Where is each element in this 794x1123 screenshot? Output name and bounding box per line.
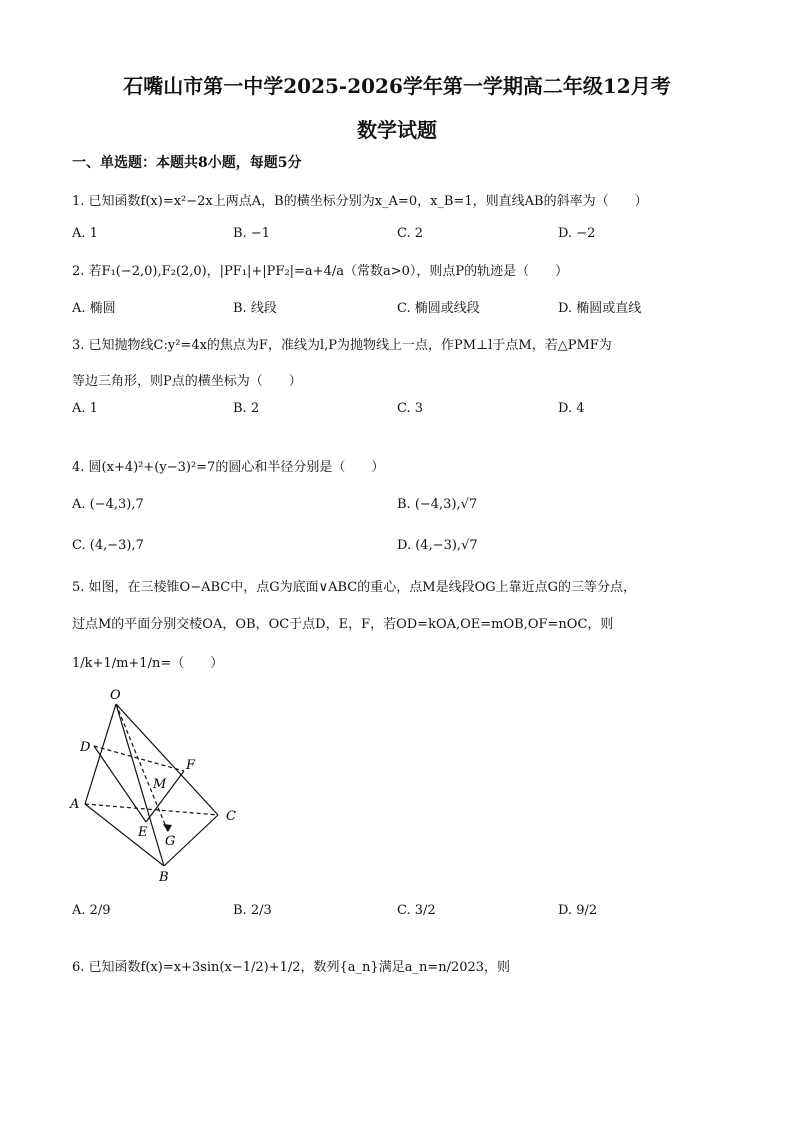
label-b: B — [159, 870, 169, 884]
q4-option-d: D. (4,−3),√7 — [397, 538, 478, 553]
exam-subtitle: 数学试题 — [357, 118, 437, 142]
exam-title: 石嘴山市第一中学2025-2026学年第一学期高二年级12月考 — [123, 74, 671, 98]
question-text: 如图，在三棱锥O−ABC中，点G为底面∨ABC的重心，点M是线段OG上靠近点G的三等分点， — [88, 580, 636, 595]
label-a: A — [70, 797, 80, 812]
q2-option-a: A. 椭圆 — [72, 301, 116, 316]
arrow-head — [163, 824, 172, 832]
question-number: 2. — [72, 264, 85, 279]
q2-option-d: D. 椭圆或直线 — [558, 301, 642, 316]
question-number: 3. — [72, 338, 85, 353]
label-f: F — [186, 758, 196, 773]
q2-option-b: B. 线段 — [233, 301, 277, 316]
tetrahedron-figure — [60, 684, 260, 884]
q1-option-c: C. 2 — [397, 226, 424, 241]
q3-option-c: C. 3 — [397, 401, 424, 416]
label-m: M — [153, 777, 167, 792]
question-2-stem — [72, 260, 568, 279]
segment-og — [116, 704, 168, 832]
edge-oc — [116, 704, 218, 815]
q4-option-b: B. (−4,3),√7 — [397, 497, 478, 512]
q1-option-a: A. 1 — [72, 226, 98, 241]
q4-option-a: A. (−4,3),7 — [72, 497, 144, 512]
question-text: 已知函数f(x)=x+3sin(x−1/2)+1/2，数列{a_n}满足a_n=n/2023，则 — [88, 960, 511, 975]
label-e: E — [138, 825, 148, 840]
edge-ac — [85, 804, 218, 815]
label-c: C — [226, 809, 236, 824]
segment-df — [94, 746, 184, 771]
q4-option-c: C. (4,−3),7 — [72, 538, 144, 553]
q3-option-d: D. 4 — [558, 401, 585, 416]
q1-option-b: B. −1 — [233, 226, 270, 241]
q3-option-b: B. 2 — [233, 401, 260, 416]
question-text: 已知抛物线C:y²=4x的焦点为F，准线为l,P为抛物线上一点，作PM⊥l于点M，若△PMF为 — [88, 338, 612, 353]
q5-option-b: B. 2/3 — [233, 903, 272, 918]
label-o: O — [110, 688, 121, 703]
label-g: G — [165, 834, 176, 849]
question-6-stem — [72, 956, 510, 975]
question-3-stem-line2: 等边三角形，则P点的横坐标为（ ） — [72, 374, 302, 389]
section-heading: 一、单选题：本题共8小题，每题5分 — [72, 155, 302, 171]
question-text: 已知函数f(x)=x²−2x上两点A，B的横坐标分别为x_A=0，x_B=1，则直线AB的斜率为（ ） — [88, 194, 648, 209]
q3-option-a: A. 1 — [72, 401, 98, 416]
question-number: 1. — [72, 194, 85, 209]
question-5-stem-line1 — [72, 576, 636, 595]
question-5-stem-line2: 过点M的平面分别交棱OA，OB，OC于点D，E，F，若OD=kOA,OE=mOB,OF=nOC，则 — [72, 617, 614, 632]
question-text: 若F₁(−2,0),F₂(2,0)，|PF₁|+|PF₂|=a+4/a（常数a>0），则点P的轨迹是（ ） — [88, 264, 569, 279]
question-number: 4. — [72, 460, 85, 475]
question-4-stem — [72, 456, 384, 475]
question-3-stem-line1 — [72, 334, 612, 353]
q5-option-a: A. 2/9 — [72, 903, 111, 918]
question-text: 圆(x+4)²+(y−3)²=7的圆心和半径分别是（ ） — [88, 460, 385, 475]
label-d: D — [80, 740, 91, 755]
q2-option-c: C. 椭圆或线段 — [397, 301, 480, 316]
question-1-stem — [72, 190, 648, 209]
question-5-stem-line3: 1/k+1/m+1/n=（ ） — [72, 656, 224, 671]
question-number: 6. — [72, 960, 85, 975]
q1-option-d: D. −2 — [558, 226, 596, 241]
question-number: 5. — [72, 580, 85, 595]
q5-option-c: C. 3/2 — [397, 903, 436, 918]
q5-option-d: D. 9/2 — [558, 903, 598, 918]
